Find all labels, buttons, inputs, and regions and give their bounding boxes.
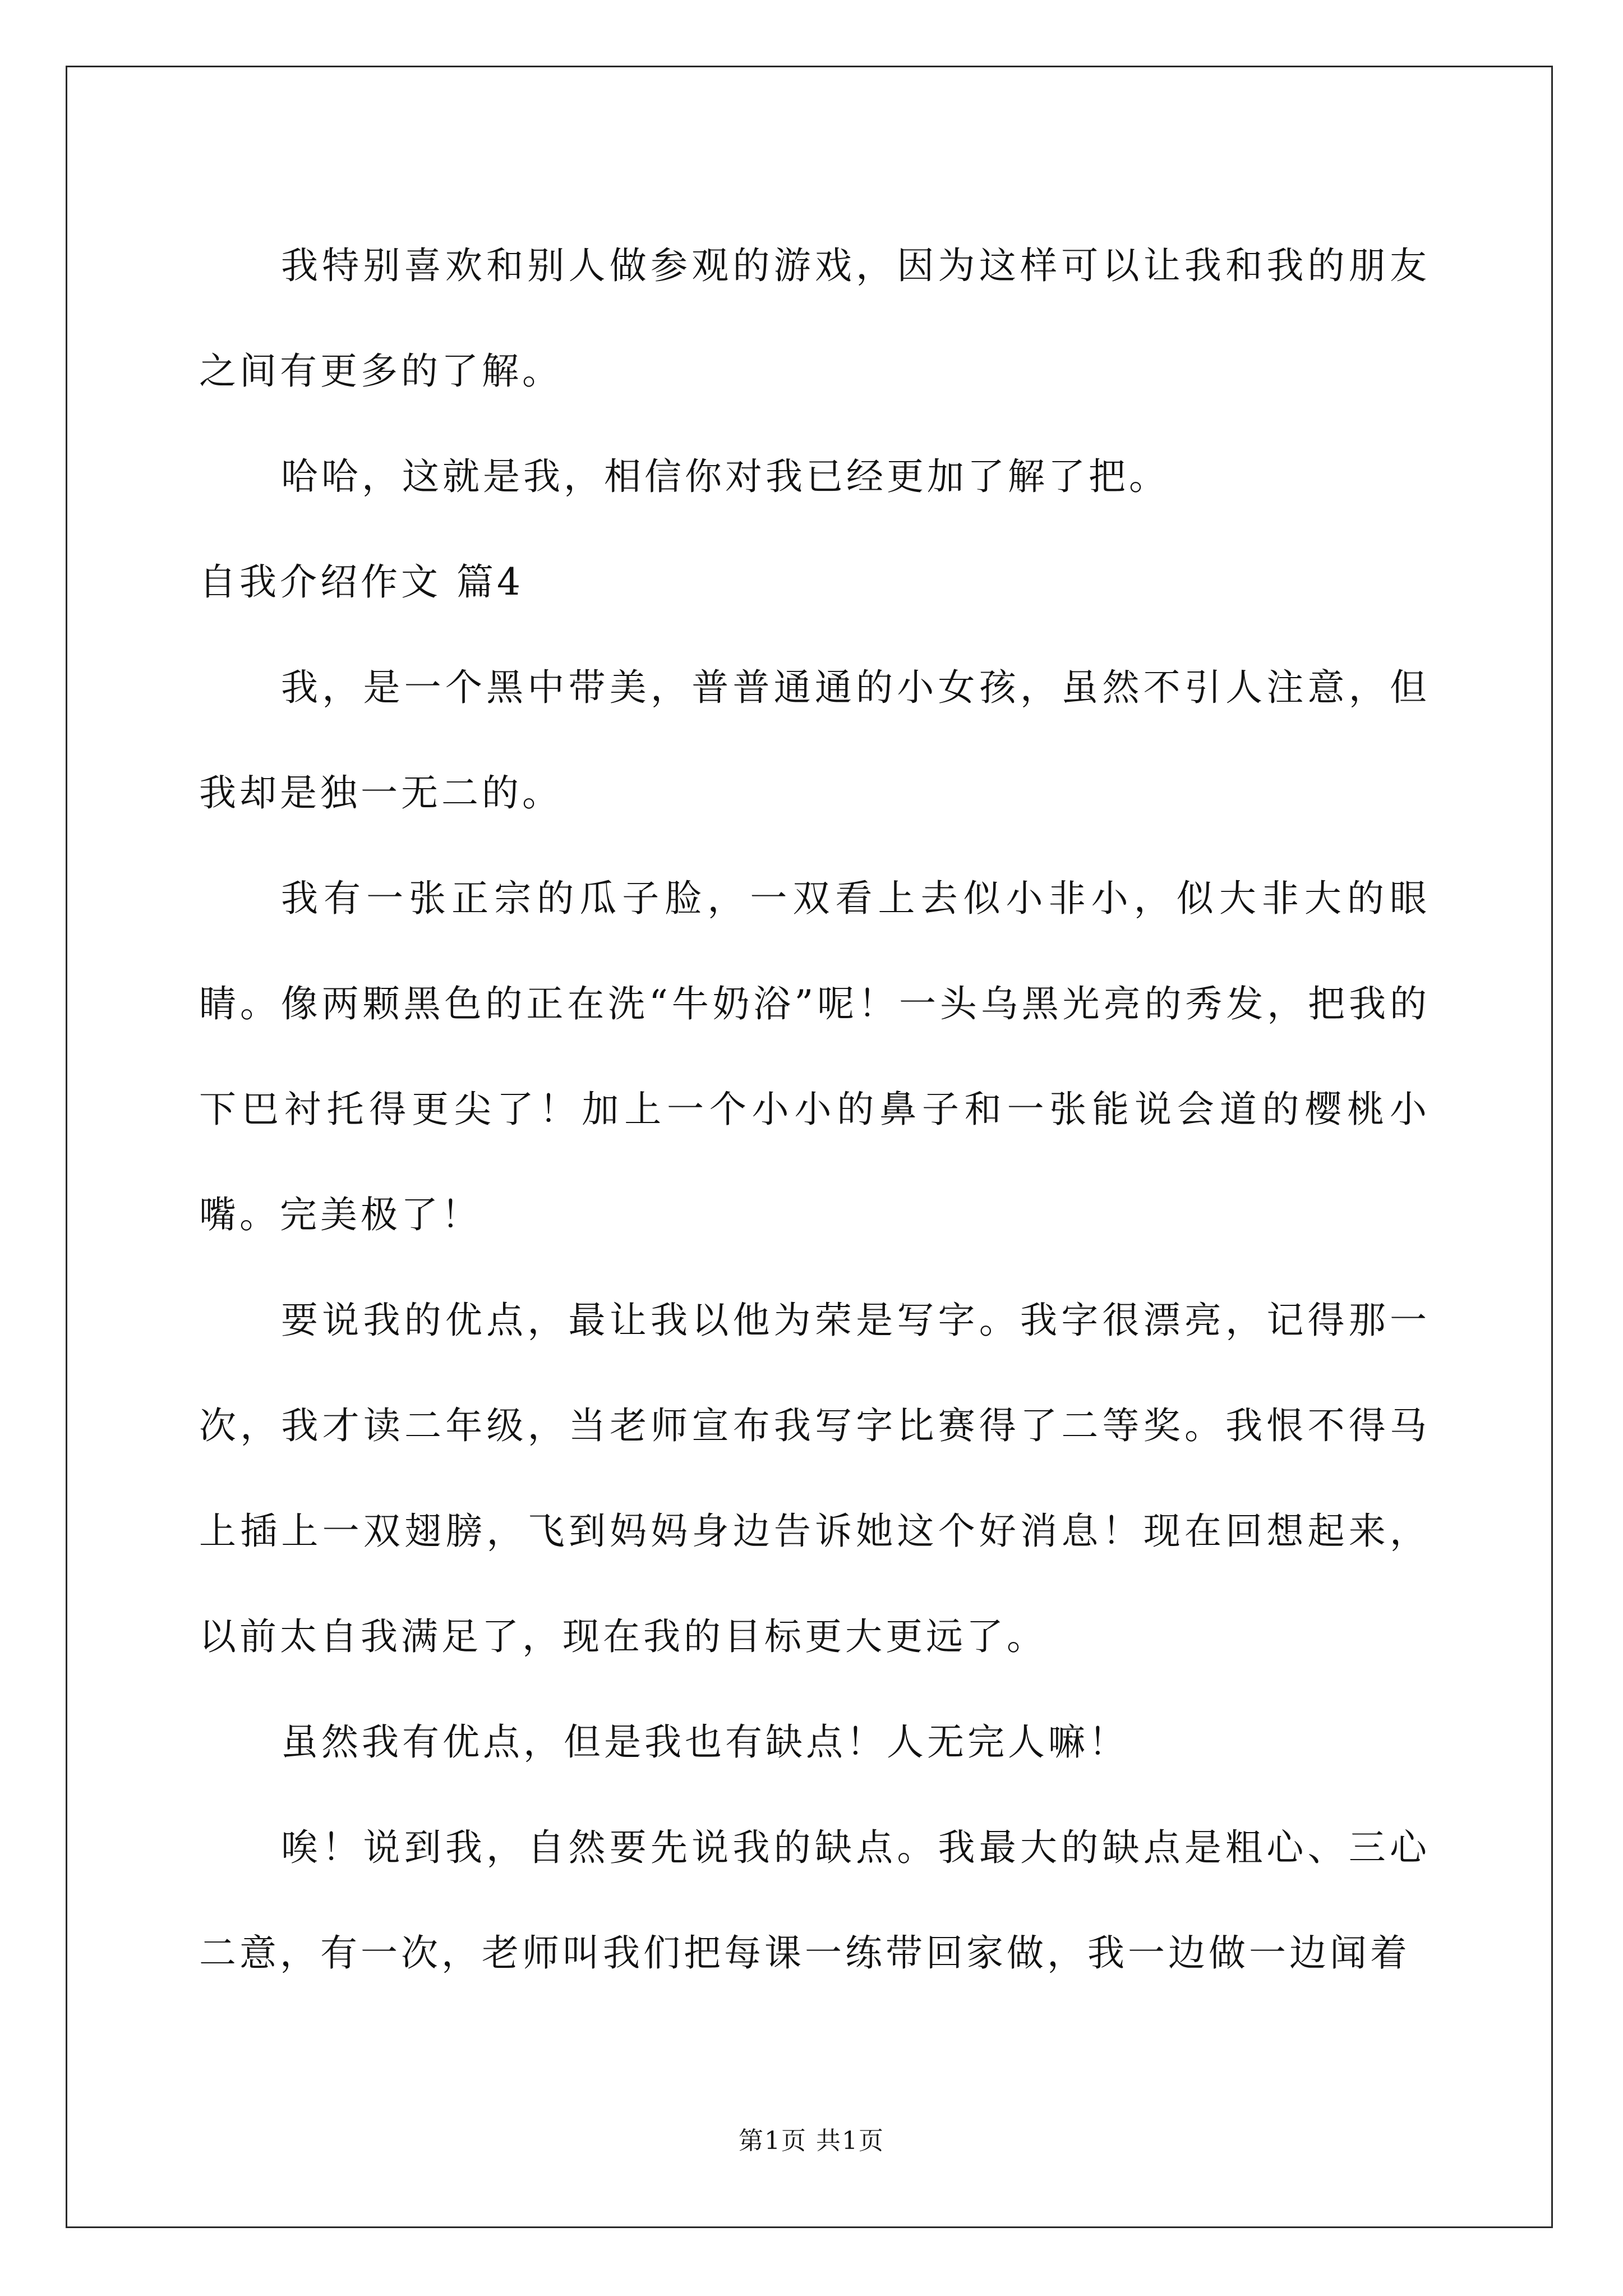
- paragraph: 虽然我有优点，但是我也有缺点！人无完人嘛！: [281, 1720, 1129, 1764]
- section-heading: 自我介绍作文 篇4: [199, 560, 524, 604]
- page-number-footer: 第1页 共1页: [739, 2127, 884, 2155]
- paragraph: 我，是一个黑中带美，普普通通的小女孩，虽然不引人注意，但我却是独一无二的。: [199, 666, 1430, 815]
- paragraph: 我有一张正宗的瓜子脸，一双看上去似小非小，似大非大的眼睛。像两颗黑色的正在洗“牛奶浴”呢！一头乌黑光亮的秀发，把我的下巴衬托得更尖了！加上一个小小的鼻子和一张能说会道的樱桃小嘴。完美极了！: [199, 877, 1430, 1236]
- paragraph: 我特别喜欢和别人做参观的游戏，因为这样可以让我和我的朋友之间有更多的了解。: [199, 244, 1430, 393]
- paragraph: 要说我的优点，最让我以他为荣是写字。我字很漂亮，记得那一次，我才读二年级，当老师宣布我写字比赛得了二等奖。我恨不得马上插上一双翅膀，飞到妈妈身边告诉她这个好消息！现在回想起来，以前太自我满足了，现在我的目标更大更远了。: [199, 1299, 1430, 1658]
- paragraph: 唉！说到我，自然要先说我的缺点。我最大的缺点是粗心、三心二意，有一次，老师叫我们把每课一练带回家做，我一边做一边闻着: [199, 1826, 1430, 1975]
- paragraph: 哈哈，这就是我，相信你对我已经更加了解了把。: [281, 455, 1169, 498]
- document-body: [199, 213, 1430, 2006]
